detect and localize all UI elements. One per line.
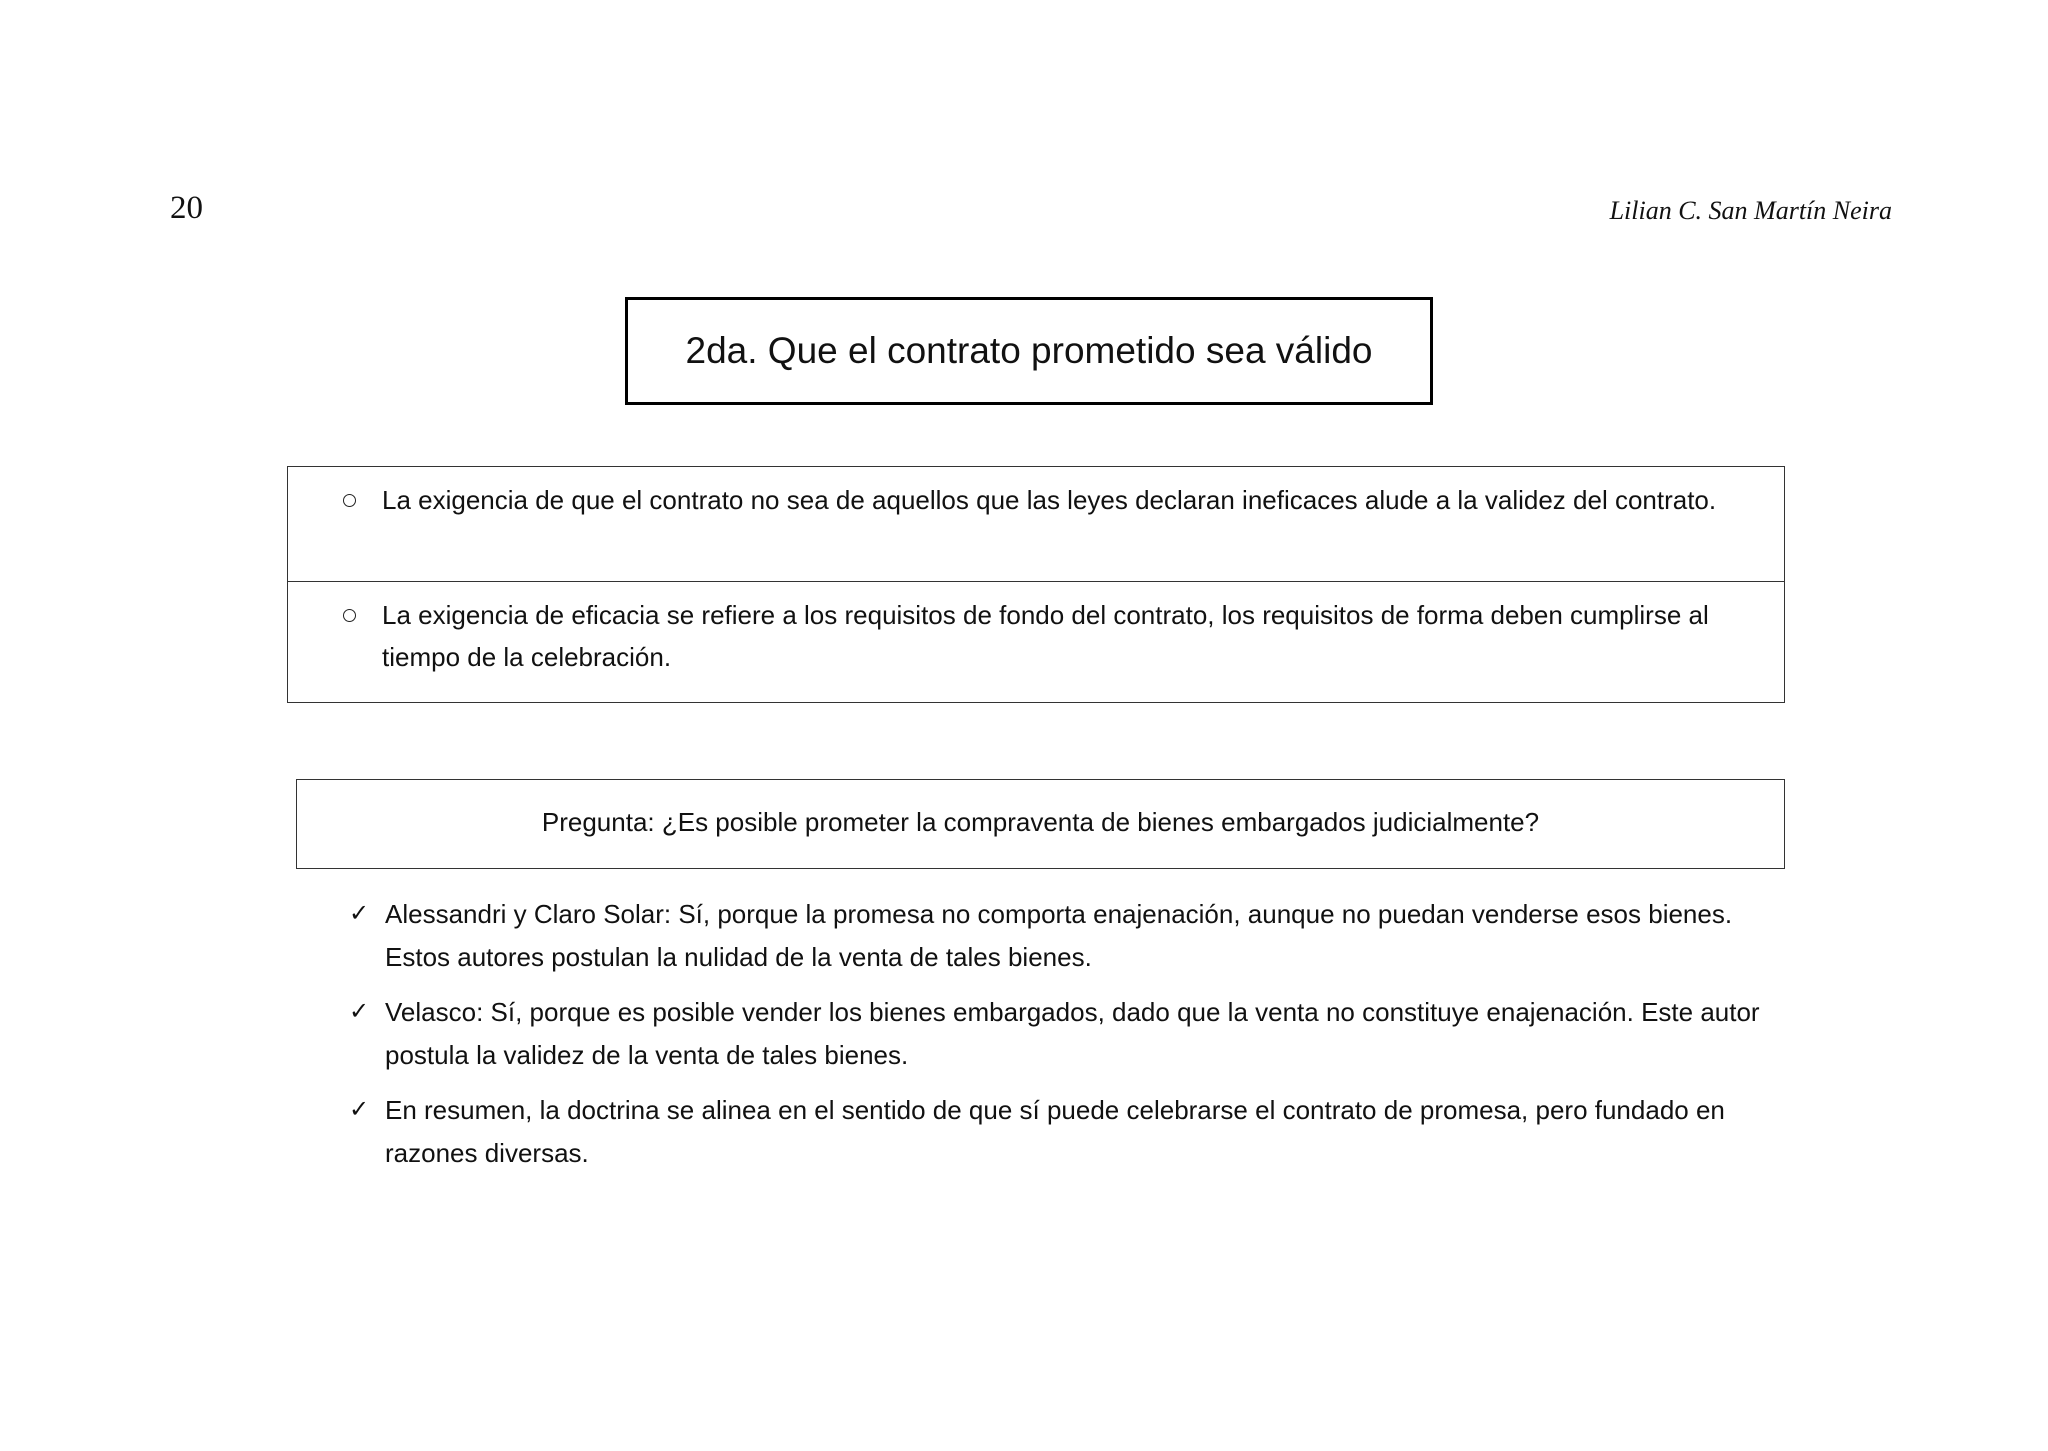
checkmark-icon: ✓ [349,899,370,927]
running-header-author: Lilian C. San Martín Neira [1609,196,1892,225]
requisito-item [288,581,1784,702]
question-box [296,779,1785,869]
requisito-text: La exigencia de que el contrato no sea de aquellos que las leyes declaran ineficaces alude a la validez del contrato. [382,485,1717,515]
answer-text: Velasco: Sí, porque es posible vender los bienes embargados, dado que la venta no constituye enajenación. Este autor postula la validez de la venta de tales bienes. [385,997,1760,1070]
answer-item [349,991,1779,1077]
answer-text: En resumen, la doctrina se alinea en el sentido de que sí puede celebrarse el contrato de promesa, pero fundado en razones diversas. [385,1095,1725,1168]
page-number: 20 [170,190,203,226]
requisito-text: La exigencia de eficacia se refiere a los requisitos de fondo del contrato, los requisitos de forma deben cumplirse al tiempo de la celebración. [382,600,1709,672]
section-title: 2da. Que el contrato prometido sea válido [685,330,1373,371]
answer-text: Alessandri y Claro Solar: Sí, porque la promesa no comporta enajenación, aunque no puedan venderse esos bienes. Estos autores postulan la nulidad de la venta de tales bienes. [385,899,1733,972]
section-title-box [625,297,1433,405]
requisito-item [288,467,1784,581]
checkmark-icon: ✓ [349,1095,370,1123]
answer-item [349,893,1779,979]
answer-list [349,893,1779,1187]
question-text: Pregunta: ¿Es posible prometer la compraventa de bienes embargados judicialmente? [541,807,1540,837]
answer-item [349,1089,1779,1175]
checkmark-icon: ✓ [349,997,370,1025]
circle-bullet-icon [343,609,356,622]
circle-bullet-icon [343,494,356,507]
requisitos-box [287,466,1785,703]
